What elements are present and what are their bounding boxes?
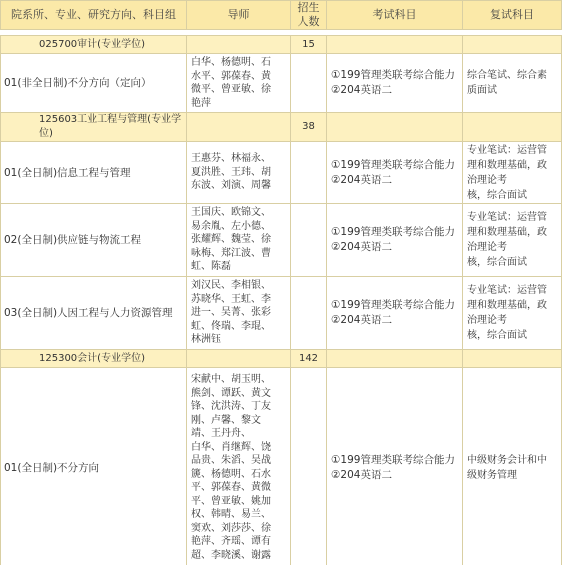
direction-name: 01(全日制)不分方向	[1, 368, 187, 565]
direction-row	[1, 368, 562, 565]
major-name: 125300会计(专业学位)	[1, 350, 187, 368]
major-row	[1, 36, 562, 54]
retest-subjects: 中级财务会计和中 级财务管理	[463, 368, 562, 565]
direction-row	[1, 142, 562, 204]
header-count: 招生人数	[291, 1, 327, 30]
tutor-list: 白华、杨德明、石 水平、郭葆春、黄 微平、曾亚敏、徐 艳萍	[187, 54, 291, 113]
direction-name: 03(全日制)人因工程与人力资源管理	[1, 277, 187, 350]
header-direction: 院系所、专业、研究方向、科目组	[1, 1, 187, 30]
direction-name: 02(全日制)供应链与物流工程	[1, 204, 187, 277]
header-tutor: 导师	[187, 1, 291, 30]
major-count: 142	[291, 350, 327, 368]
header-retest: 复试科目	[463, 1, 562, 30]
direction-row	[1, 277, 562, 350]
retest-subjects: 综合笔试、综合素 质面试	[463, 54, 562, 113]
header-exam: 考试科目	[327, 1, 463, 30]
major-row	[1, 113, 562, 142]
exam-subjects: ①199管理类联考综合能力 ②204英语二	[327, 277, 463, 350]
direction-name: 01(全日制)信息工程与管理	[1, 142, 187, 204]
tutor-list: 刘汉民、李相银、 苏晓华、王虹、李 进一、吴菁、张彩 虹、佟瑞、李琨、 林洲钰	[187, 277, 291, 350]
direction-row	[1, 204, 562, 277]
retest-subjects: 专业笔试：运营管 理和数理基础，政 治理论考 核，综合面试	[463, 277, 562, 350]
major-row	[1, 350, 562, 368]
major-count: 15	[291, 36, 327, 54]
major-name: 125603工业工程与管理(专业学位)	[1, 113, 187, 142]
header-row	[1, 1, 562, 30]
major-count: 38	[291, 113, 327, 142]
major-name: 025700审计(专业学位)	[1, 36, 187, 54]
retest-subjects: 专业笔试：运营管 理和数理基础，政 治理论考 核，综合面试	[463, 142, 562, 204]
direction-name: 01(非全日制)不分方向（定向）	[1, 54, 187, 113]
exam-subjects: ①199管理类联考综合能力 ②204英语二	[327, 54, 463, 113]
tutor-list: 王惠芬、林福永、 夏洪胜、王玮、胡 东波、刘演、周馨	[187, 142, 291, 204]
exam-subjects: ①199管理类联考综合能力 ②204英语二	[327, 368, 463, 565]
exam-subjects: ①199管理类联考综合能力 ②204英语二	[327, 142, 463, 204]
direction-row	[1, 54, 562, 113]
retest-subjects: 专业笔试：运营管 理和数理基础，政 治理论考 核，综合面试	[463, 204, 562, 277]
tutor-list: 王国庆、欧锦文、 易余胤、左小德、 张耀辉、魏莹、徐 咏梅、郑江波、曹 虹、陈磊	[187, 204, 291, 277]
tutor-list: 宋献中、胡玉明、 熊剑、谭跃、黄文 锋、沈洪涛、丁友 刚、卢馨、黎文 靖、王丹舟、 白华、肖继辉、饶 品贵、朱滔、吴战 篪、杨德明、石水 平、郭葆春、黄微 平、曾亚敏、姚加 权、韩晴、易兰、 窦欢、刘莎莎、徐 艳萍、齐瑶、谭有 超、李晓溪、谢露	[187, 368, 291, 565]
exam-subjects: ①199管理类联考综合能力 ②204英语二	[327, 204, 463, 277]
